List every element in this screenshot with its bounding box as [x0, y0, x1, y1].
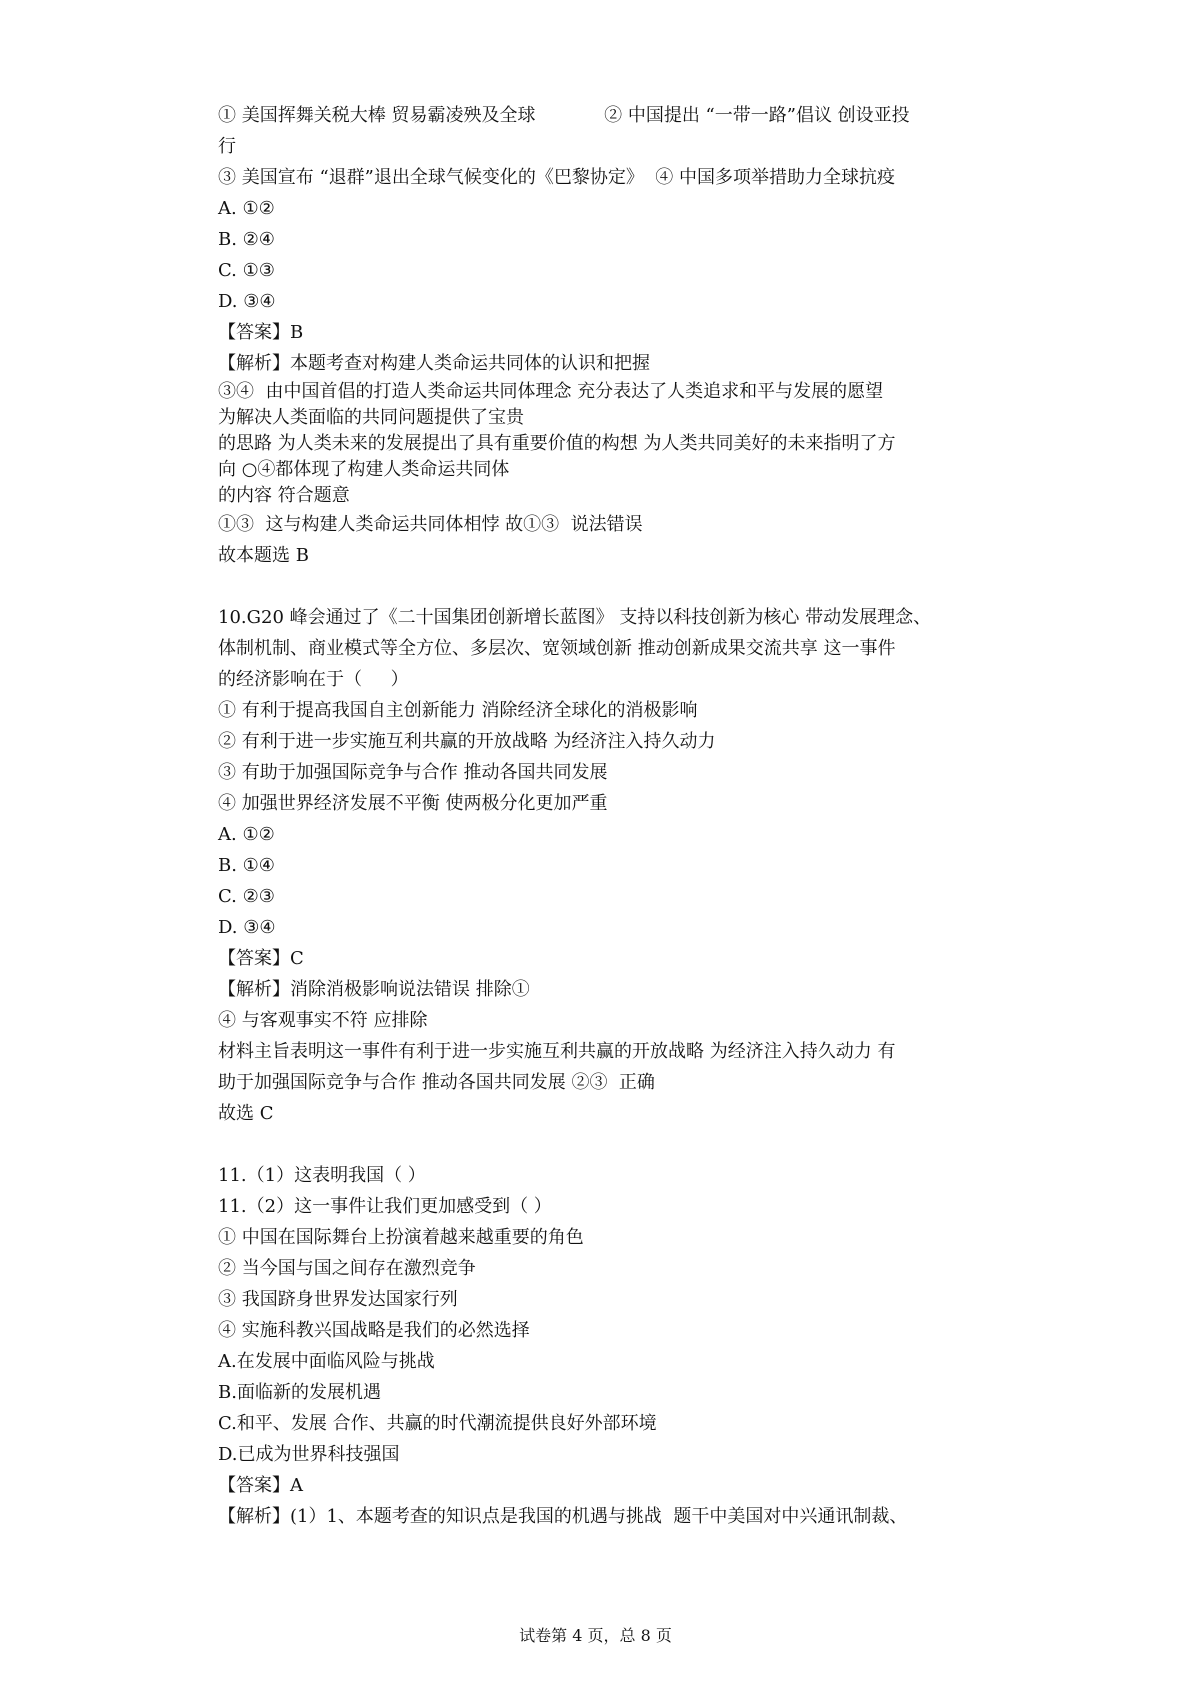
analysis-line: 为解决人类面临的共同问题提供了宝贵 — [218, 407, 524, 428]
analysis-line: 材料主旨表明这一事件有利于进一步实施互利共赢的开放战略 为经济注入持久动力 有 — [218, 1041, 896, 1062]
question-stem: 体制机制、商业模式等全方位、多层次、宽领域创新 推动创新成果交流共享 这一事件 — [218, 638, 896, 659]
choice-b: B.面临新的发展机遇 — [218, 1382, 381, 1403]
option-line: ② 有利于进一步实施互利共赢的开放战略 为经济注入持久动力 — [218, 731, 716, 752]
analysis-line: ①③ 这与构建人类命运共同体相悖 故①③ 说法错误 — [218, 514, 643, 535]
spacer — [218, 571, 1038, 602]
analysis-line: ③④ 由中国首倡的打造人类命运共同体理念 充分表达了人类追求和平与发展的愿望 — [218, 381, 884, 402]
choice-c: C.和平、发展 合作、共赢的时代潮流提供良好外部环境 — [218, 1413, 657, 1434]
choice-c: C. ①③ — [218, 260, 275, 281]
analysis-line: 的思路 为人类未来的发展提出了具有重要价值的构想 为人类共同美好的未来指明了方 — [218, 433, 896, 454]
answer-line: 【答案】C — [218, 948, 304, 969]
document-body — [218, 100, 1038, 1532]
choice-d: D. ③④ — [218, 291, 276, 312]
question-9-continuation — [218, 100, 1038, 571]
answer-line: 【答案】A — [218, 1475, 303, 1496]
answer-line: 【答案】B — [218, 322, 304, 343]
analysis-line: 【解析】本题考查对构建人类命运共同体的认识和把握 — [218, 353, 650, 374]
choice-a: A. ①② — [218, 824, 275, 845]
analysis-line: 【解析】(1）1、本题考查的知识点是我国的机遇与挑战 题干中美国对中兴通讯制裁、 — [218, 1506, 908, 1527]
analysis-line: 【解析】消除消极影响说法错误 排除① — [218, 979, 530, 1000]
question-11 — [218, 1160, 1038, 1532]
question-stem: 11.（1）这表明我国（ ） — [218, 1165, 426, 1186]
page-footer: 试卷第 4 页，总 8 页 — [519, 1626, 672, 1645]
choice-a: A.在发展中面临风险与挑战 — [218, 1351, 435, 1372]
choice-a: A. ①② — [218, 198, 275, 219]
choice-d: D. ③④ — [218, 917, 276, 938]
option-line: ① 美国挥舞关税大棒 贸易霸凌殃及全球 ② 中国提出 “一带一路”倡议 创设亚投 — [218, 105, 910, 126]
option-line: 行 — [218, 136, 236, 157]
spacer — [218, 1129, 1038, 1160]
option-line: ④ 加强世界经济发展不平衡 使两极分化更加严重 — [218, 793, 608, 814]
choice-d: D.已成为世界科技强国 — [218, 1444, 400, 1465]
question-10 — [218, 602, 1038, 1129]
choice-c: C. ②③ — [218, 886, 275, 907]
option-line: ② 当今国与国之间存在激烈竞争 — [218, 1258, 476, 1279]
option-line: ③ 有助于加强国际竞争与合作 推动各国共同发展 — [218, 762, 608, 783]
option-line: ① 有利于提高我国自主创新能力 消除经济全球化的消极影响 — [218, 700, 698, 721]
analysis-line: 故选 C — [218, 1103, 274, 1124]
option-line: ③ 美国宣布 “退群”退出全球气候变化的《巴黎协定》 ④ 中国多项举措助力全球抗疫 — [218, 167, 896, 188]
option-line: ① 中国在国际舞台上扮演着越来越重要的角色 — [218, 1227, 584, 1248]
question-stem: 11.（2）这一事件让我们更加感受到（ ） — [218, 1196, 552, 1217]
analysis-line: 故本题选 B — [218, 545, 309, 566]
choice-b: B. ②④ — [218, 229, 275, 250]
option-line: ③ 我国跻身世界发达国家行列 — [218, 1289, 458, 1310]
question-stem: 10.G20 峰会通过了《二十国集团创新增长蓝图》 支持以科技创新为核心 带动发展理念、 — [218, 607, 932, 628]
question-stem: 的经济影响在于（ ） — [218, 669, 409, 690]
choice-b: B. ①④ — [218, 855, 275, 876]
analysis-line: 向 ○④都体现了构建人类命运共同体 — [218, 459, 510, 480]
analysis-line: 助于加强国际竞争与合作 推动各国共同发展 ②③ 正确 — [218, 1072, 655, 1093]
analysis-line: ④ 与客观事实不符 应排除 — [218, 1010, 428, 1031]
option-line: ④ 实施科教兴国战略是我们的必然选择 — [218, 1320, 530, 1341]
analysis-line: 的内容 符合题意 — [218, 485, 350, 506]
